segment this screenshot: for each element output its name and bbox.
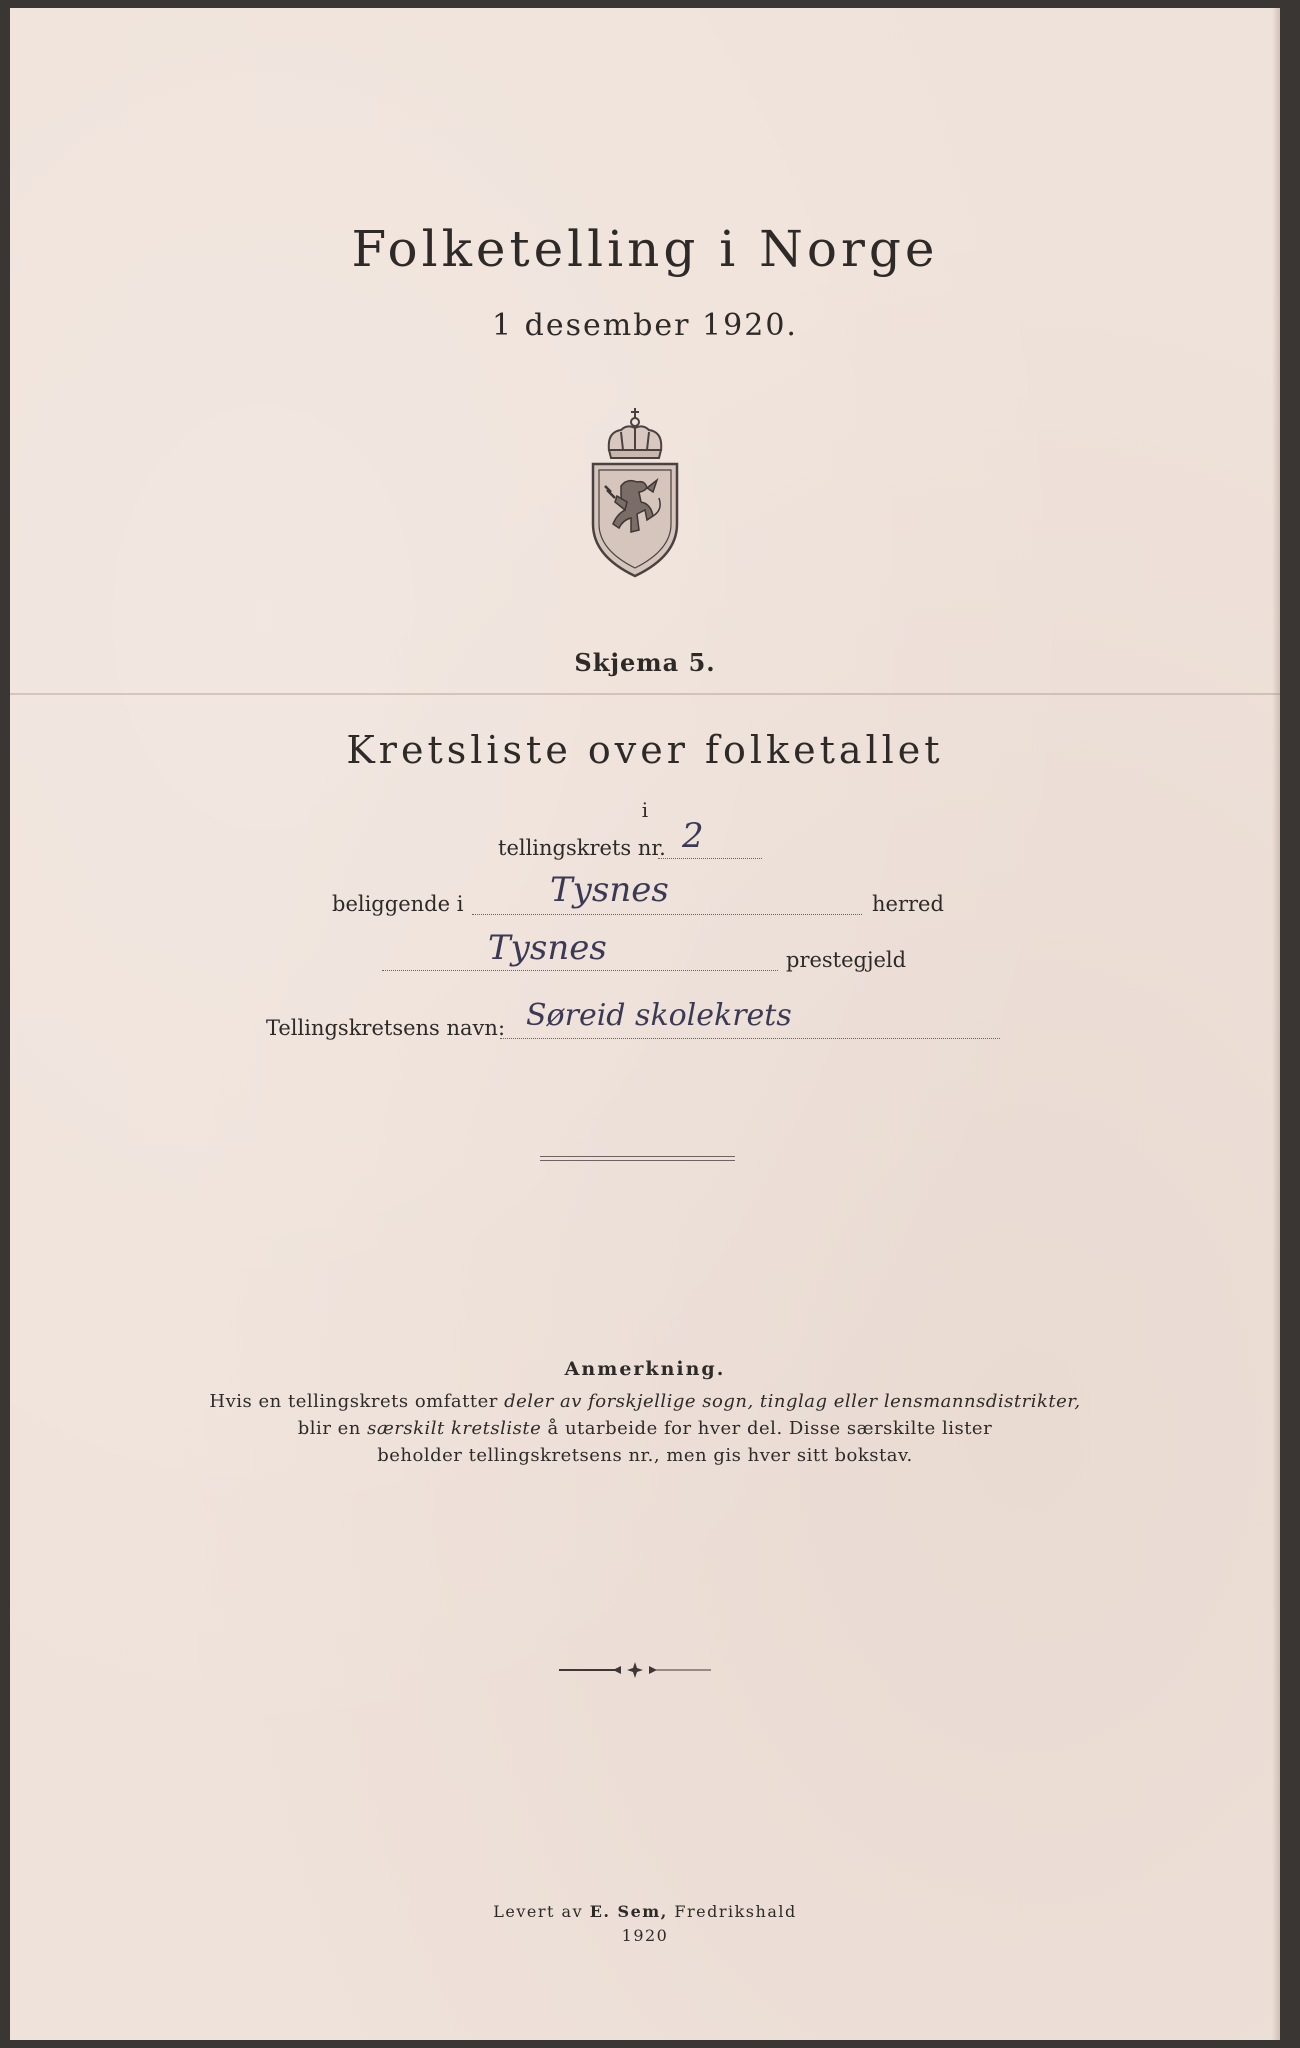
prestegjeld-label: prestegjeld <box>786 948 907 972</box>
herred-line <box>472 914 862 915</box>
note-line-1: Hvis en tellingskrets omfatter deler av forskjellige sogn, tinglag eller lensmannsdistrikter, <box>209 1391 1081 1412</box>
schema-number: Skjema 5. <box>574 648 716 677</box>
prestegjeld-line <box>382 970 778 971</box>
herred-value-handwritten: Tysnes <box>550 870 669 910</box>
form-subtitle: Kretsliste over folketallet <box>346 728 944 772</box>
krets-label: tellingskrets nr. <box>498 836 666 860</box>
navn-value-handwritten: Søreid skolekrets <box>526 998 792 1033</box>
navn-line <box>500 1038 1000 1039</box>
census-date: 1 desember 1920. <box>492 308 798 343</box>
note-title: Anmerkning. <box>564 1358 726 1380</box>
note-text <box>10 1388 1280 1469</box>
printer-year: 1920 <box>621 1926 669 1945</box>
document-title: Folketelling i Norge <box>351 220 939 278</box>
printer-imprint <box>10 1900 1280 1948</box>
paper-fold-line <box>10 693 1280 695</box>
note-line-2: blir en særskilt kretsliste å utarbeide for hver del. Disse særskilte lister <box>297 1418 993 1439</box>
herred-label: herred <box>872 892 944 916</box>
krets-line <box>658 858 762 859</box>
krets-value-handwritten: 2 <box>682 816 704 856</box>
printer-line: Levert av E. Sem, Fredrikshald <box>493 1902 797 1921</box>
norwegian-coat-of-arms-icon <box>587 406 683 578</box>
navn-label: Tellingskretsens navn: <box>266 1016 506 1040</box>
divider-rule <box>540 1156 735 1161</box>
note-line-3: beholder tellingskretsens nr., men gis hver sitt bokstav. <box>377 1445 913 1466</box>
beliggende-label: beliggende i <box>332 892 464 916</box>
prestegjeld-value-handwritten: Tysnes <box>488 928 607 968</box>
census-form-page <box>10 8 1280 2040</box>
preposition-label: i <box>641 798 649 822</box>
ornament-divider-icon <box>555 1660 715 1680</box>
